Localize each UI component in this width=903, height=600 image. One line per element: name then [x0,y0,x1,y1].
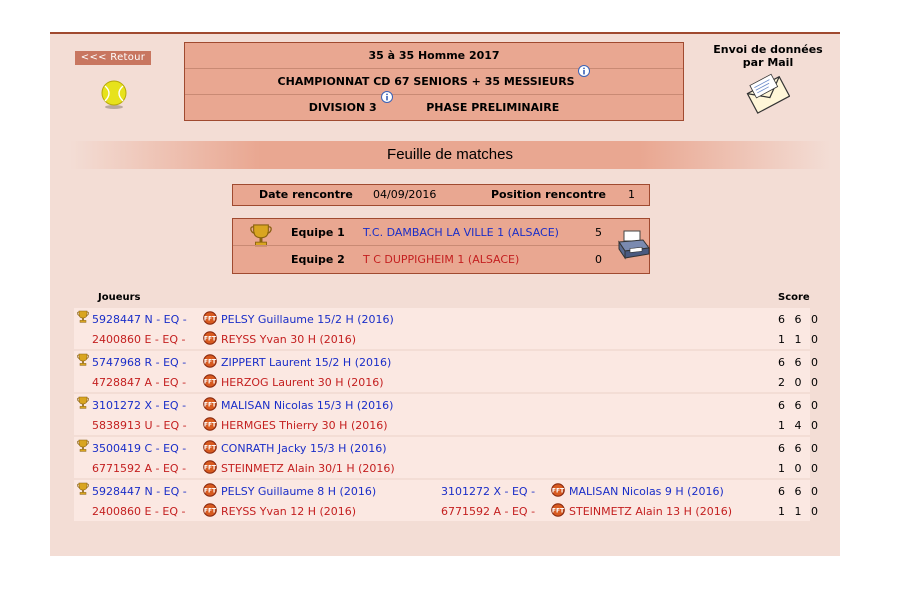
double-match-row [74,480,821,521]
loser-score: 1 1 0 [778,333,821,346]
winner-player[interactable] [203,439,386,459]
winner-id: 5928447 N - EQ - [92,313,187,326]
winner-id: 5747968 R - EQ - [92,356,187,369]
loser-id: 6771592 A - EQ - [441,505,536,518]
loser-score: 2 0 0 [778,376,821,389]
loser-id: 2400860 E - EQ - [92,505,186,518]
loser-id: 4728847 A - EQ - [92,376,187,389]
team-name-link[interactable]: T C DUPPIGHEIM 1 (ALSACE) [363,253,520,266]
fft-badge-icon [551,483,565,497]
fft-badge-icon [203,354,217,368]
loser-line [74,373,821,393]
loser-player[interactable] [551,502,732,522]
match-row [74,437,821,478]
player-name[interactable]: STEINMETZ Alain 13 H (2016) [569,505,733,518]
meeting-info-box [232,184,650,206]
match-row [74,351,821,392]
page-frame [50,32,840,556]
section-title: Feuille de matches [387,146,513,163]
player-name[interactable]: MALISAN Nicolas 9 H (2016) [569,485,724,498]
championship-header [184,42,684,121]
header-line-championship [185,69,683,95]
winner-id: 3101272 X - EQ - [441,485,536,498]
winner-line [74,396,821,416]
loser-score: 1 4 0 [778,419,821,432]
tennis-ball-icon [100,80,128,110]
winner-id: 3101272 X - EQ - [92,399,187,412]
date-label: Date rencontre [259,188,353,201]
printer-icon[interactable] [616,229,652,261]
match-row [74,308,821,349]
player-name[interactable]: REYSS Yvan 30 H (2016) [221,333,357,346]
fft-badge-icon [551,503,565,517]
fft-badge-icon [203,331,217,345]
player-name[interactable]: HERMGES Thierry 30 H (2016) [221,419,388,432]
score-column-header: Score [778,292,810,303]
players-column-header: Joueurs [98,292,141,303]
fft-badge-icon [203,417,217,431]
fft-badge-icon [203,460,217,474]
championship-title: CHAMPIONNAT CD 67 SENIORS + 35 MESSIEURS [277,75,575,88]
teams-box [232,218,650,274]
player-name[interactable]: MALISAN Nicolas 15/3 H (2016) [221,399,394,412]
back-button[interactable]: <<< Retour [75,51,151,65]
winner-line [74,310,821,330]
winner-player[interactable] [203,482,376,502]
header-line-division [185,95,683,120]
loser-id: 5838913 U - EQ - [92,419,187,432]
player-name[interactable]: STEINMETZ Alain 30/1 H (2016) [221,462,395,475]
team-row-1 [233,219,649,246]
winner-id: 5928447 N - EQ - [92,485,187,498]
player-name[interactable]: PELSY Guillaume 8 H (2016) [221,485,377,498]
division-label: DIVISION 3 [308,101,377,114]
team-label: Equipe 2 [291,253,345,266]
loser-line [74,459,821,479]
header-line-category: 35 à 35 Homme 2017 [185,43,683,69]
winner-player[interactable] [203,353,391,373]
team-label: Equipe 1 [291,226,345,239]
player-name[interactable]: PELSY Guillaume 15/2 H (2016) [221,313,394,326]
loser-player[interactable] [203,373,384,393]
loser-score: 1 1 0 [778,505,821,518]
loser-player[interactable] [203,416,388,436]
team-score: 0 [595,253,602,266]
loser-player[interactable] [203,330,356,350]
loser-player[interactable] [203,502,356,522]
loser-line [74,502,821,522]
winner-score: 6 6 0 [778,485,821,498]
envelope-icon[interactable] [746,72,790,116]
winner-score: 6 6 0 [778,442,821,455]
fft-badge-icon [203,311,217,325]
team-row-2 [233,246,649,272]
loser-line [74,330,821,350]
fft-badge-icon [203,397,217,411]
loser-id: 6771592 A - EQ - [92,462,187,475]
fft-badge-icon [203,440,217,454]
player-name[interactable]: ZIPPERT Laurent 15/2 H (2016) [221,356,392,369]
position-value: 1 [628,188,635,201]
info-icon[interactable] [381,91,393,103]
loser-line [74,416,821,436]
winner-player[interactable] [203,396,393,416]
player-name[interactable]: HERZOG Laurent 30 H (2016) [221,376,384,389]
winner-line [74,439,821,459]
winner-line [74,353,821,373]
player-name[interactable]: CONRATH Jacky 15/3 H (2016) [221,442,387,455]
team-name-link[interactable]: T.C. DAMBACH LA VILLE 1 (ALSACE) [363,226,559,239]
date-value: 04/09/2016 [373,188,437,201]
mail-label: Envoi de données par Mail [713,43,823,69]
winner-score: 6 6 0 [778,399,821,412]
fft-badge-icon [203,374,217,388]
loser-score: 1 0 0 [778,462,821,475]
player-name[interactable]: REYSS Yvan 12 H (2016) [221,505,357,518]
team-score: 5 [595,226,602,239]
position-label: Position rencontre [491,188,606,201]
winner-score: 6 6 0 [778,313,821,326]
winner-player[interactable] [551,482,724,502]
match-row [74,394,821,435]
info-icon[interactable] [578,65,590,77]
loser-player[interactable] [203,459,395,479]
loser-id: 2400860 E - EQ - [92,333,186,346]
section-title-band [70,141,830,169]
fft-badge-icon [203,503,217,517]
winner-line [74,482,821,502]
winner-score: 6 6 0 [778,356,821,369]
winner-player[interactable] [203,310,394,330]
fft-badge-icon [203,483,217,497]
winner-id: 3500419 C - EQ - [92,442,187,455]
phase-label: PHASE PRELIMINAIRE [426,101,560,114]
